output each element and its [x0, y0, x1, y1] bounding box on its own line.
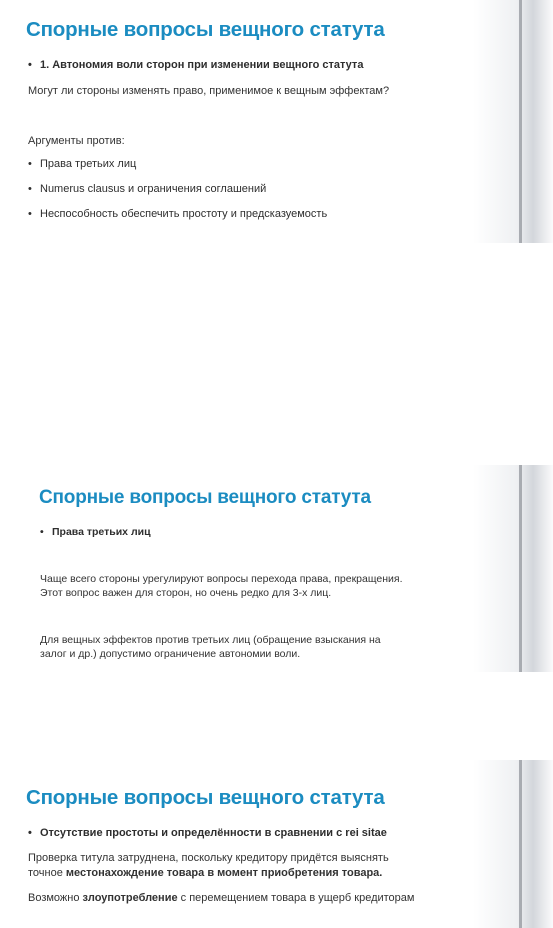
- argument-item: [28, 183, 266, 195]
- paragraph-line: Для вещных эффектов против третьих лиц (обращение взыскания на: [40, 634, 381, 646]
- bullet-icon: •: [40, 526, 44, 538]
- argument-text: Numerus clausus и ограничения соглашений: [40, 183, 267, 195]
- bullet-item: [28, 59, 363, 71]
- bullet-icon: •: [28, 208, 32, 220]
- slide-title: Спорные вопросы вещного статута: [39, 487, 371, 508]
- bullet-item: [28, 827, 387, 839]
- slide-edge-shadow: [473, 465, 553, 672]
- argument-item: [28, 158, 136, 170]
- paragraph-2: [40, 633, 381, 661]
- bullet-icon: •: [28, 827, 32, 839]
- emphasis-text: местонахождение товара в момент приобретения товара.: [65, 867, 383, 879]
- paragraph-line: Проверка титула затруднена, поскольку кредитору придётся выяснять: [28, 852, 389, 864]
- arguments-heading: Аргументы против:: [28, 135, 125, 147]
- paragraph-line: [28, 866, 389, 881]
- paragraph-line: залог и др.) допустимо ограничение автономии воли.: [40, 648, 301, 660]
- emphasis-text: злоупотребление: [82, 892, 178, 904]
- bullet-icon: •: [28, 183, 32, 195]
- argument-item: [28, 208, 327, 220]
- argument-text: Неспособность обеспечить простоту и предсказуемость: [40, 208, 328, 220]
- slide-1: [0, 0, 553, 243]
- slide-2: [0, 465, 553, 672]
- slide-3: [0, 760, 553, 928]
- question-text: Могут ли стороны изменять право, применимое к вещным эффектам?: [28, 85, 390, 97]
- bullet-text: Права третьих лиц: [52, 526, 151, 538]
- slide-title: Спорные вопросы вещного статута: [26, 786, 385, 809]
- argument-text: Права третьих лиц: [40, 158, 137, 170]
- slide-edge-shadow: [473, 760, 553, 928]
- bullet-icon: •: [28, 158, 32, 170]
- paragraph-text: с перемещением товара в ущерб кредиторам: [177, 892, 415, 904]
- paragraph-line: Этот вопрос важен для сторон, но очень редко для 3-х лиц.: [40, 587, 332, 599]
- paragraph-2: [28, 891, 414, 906]
- slide-title: Спорные вопросы вещного статута: [26, 18, 385, 41]
- paragraph-1: [28, 851, 389, 881]
- paragraph-line: Чаще всего стороны урегулируют вопросы перехода права, прекращения.: [40, 573, 403, 585]
- bullet-icon: •: [28, 59, 32, 71]
- paragraph-text: Возможно: [28, 892, 83, 904]
- bullet-item: [40, 526, 151, 538]
- bullet-text: Отсутствие простоты и определённости в сравнении с rei sitae: [40, 827, 387, 839]
- paragraph-text: точное: [28, 867, 66, 879]
- paragraph-1: [40, 572, 402, 600]
- bullet-text: 1. Автономия воли сторон при изменении вещного статута: [40, 59, 364, 71]
- slide-edge-shadow: [473, 0, 553, 243]
